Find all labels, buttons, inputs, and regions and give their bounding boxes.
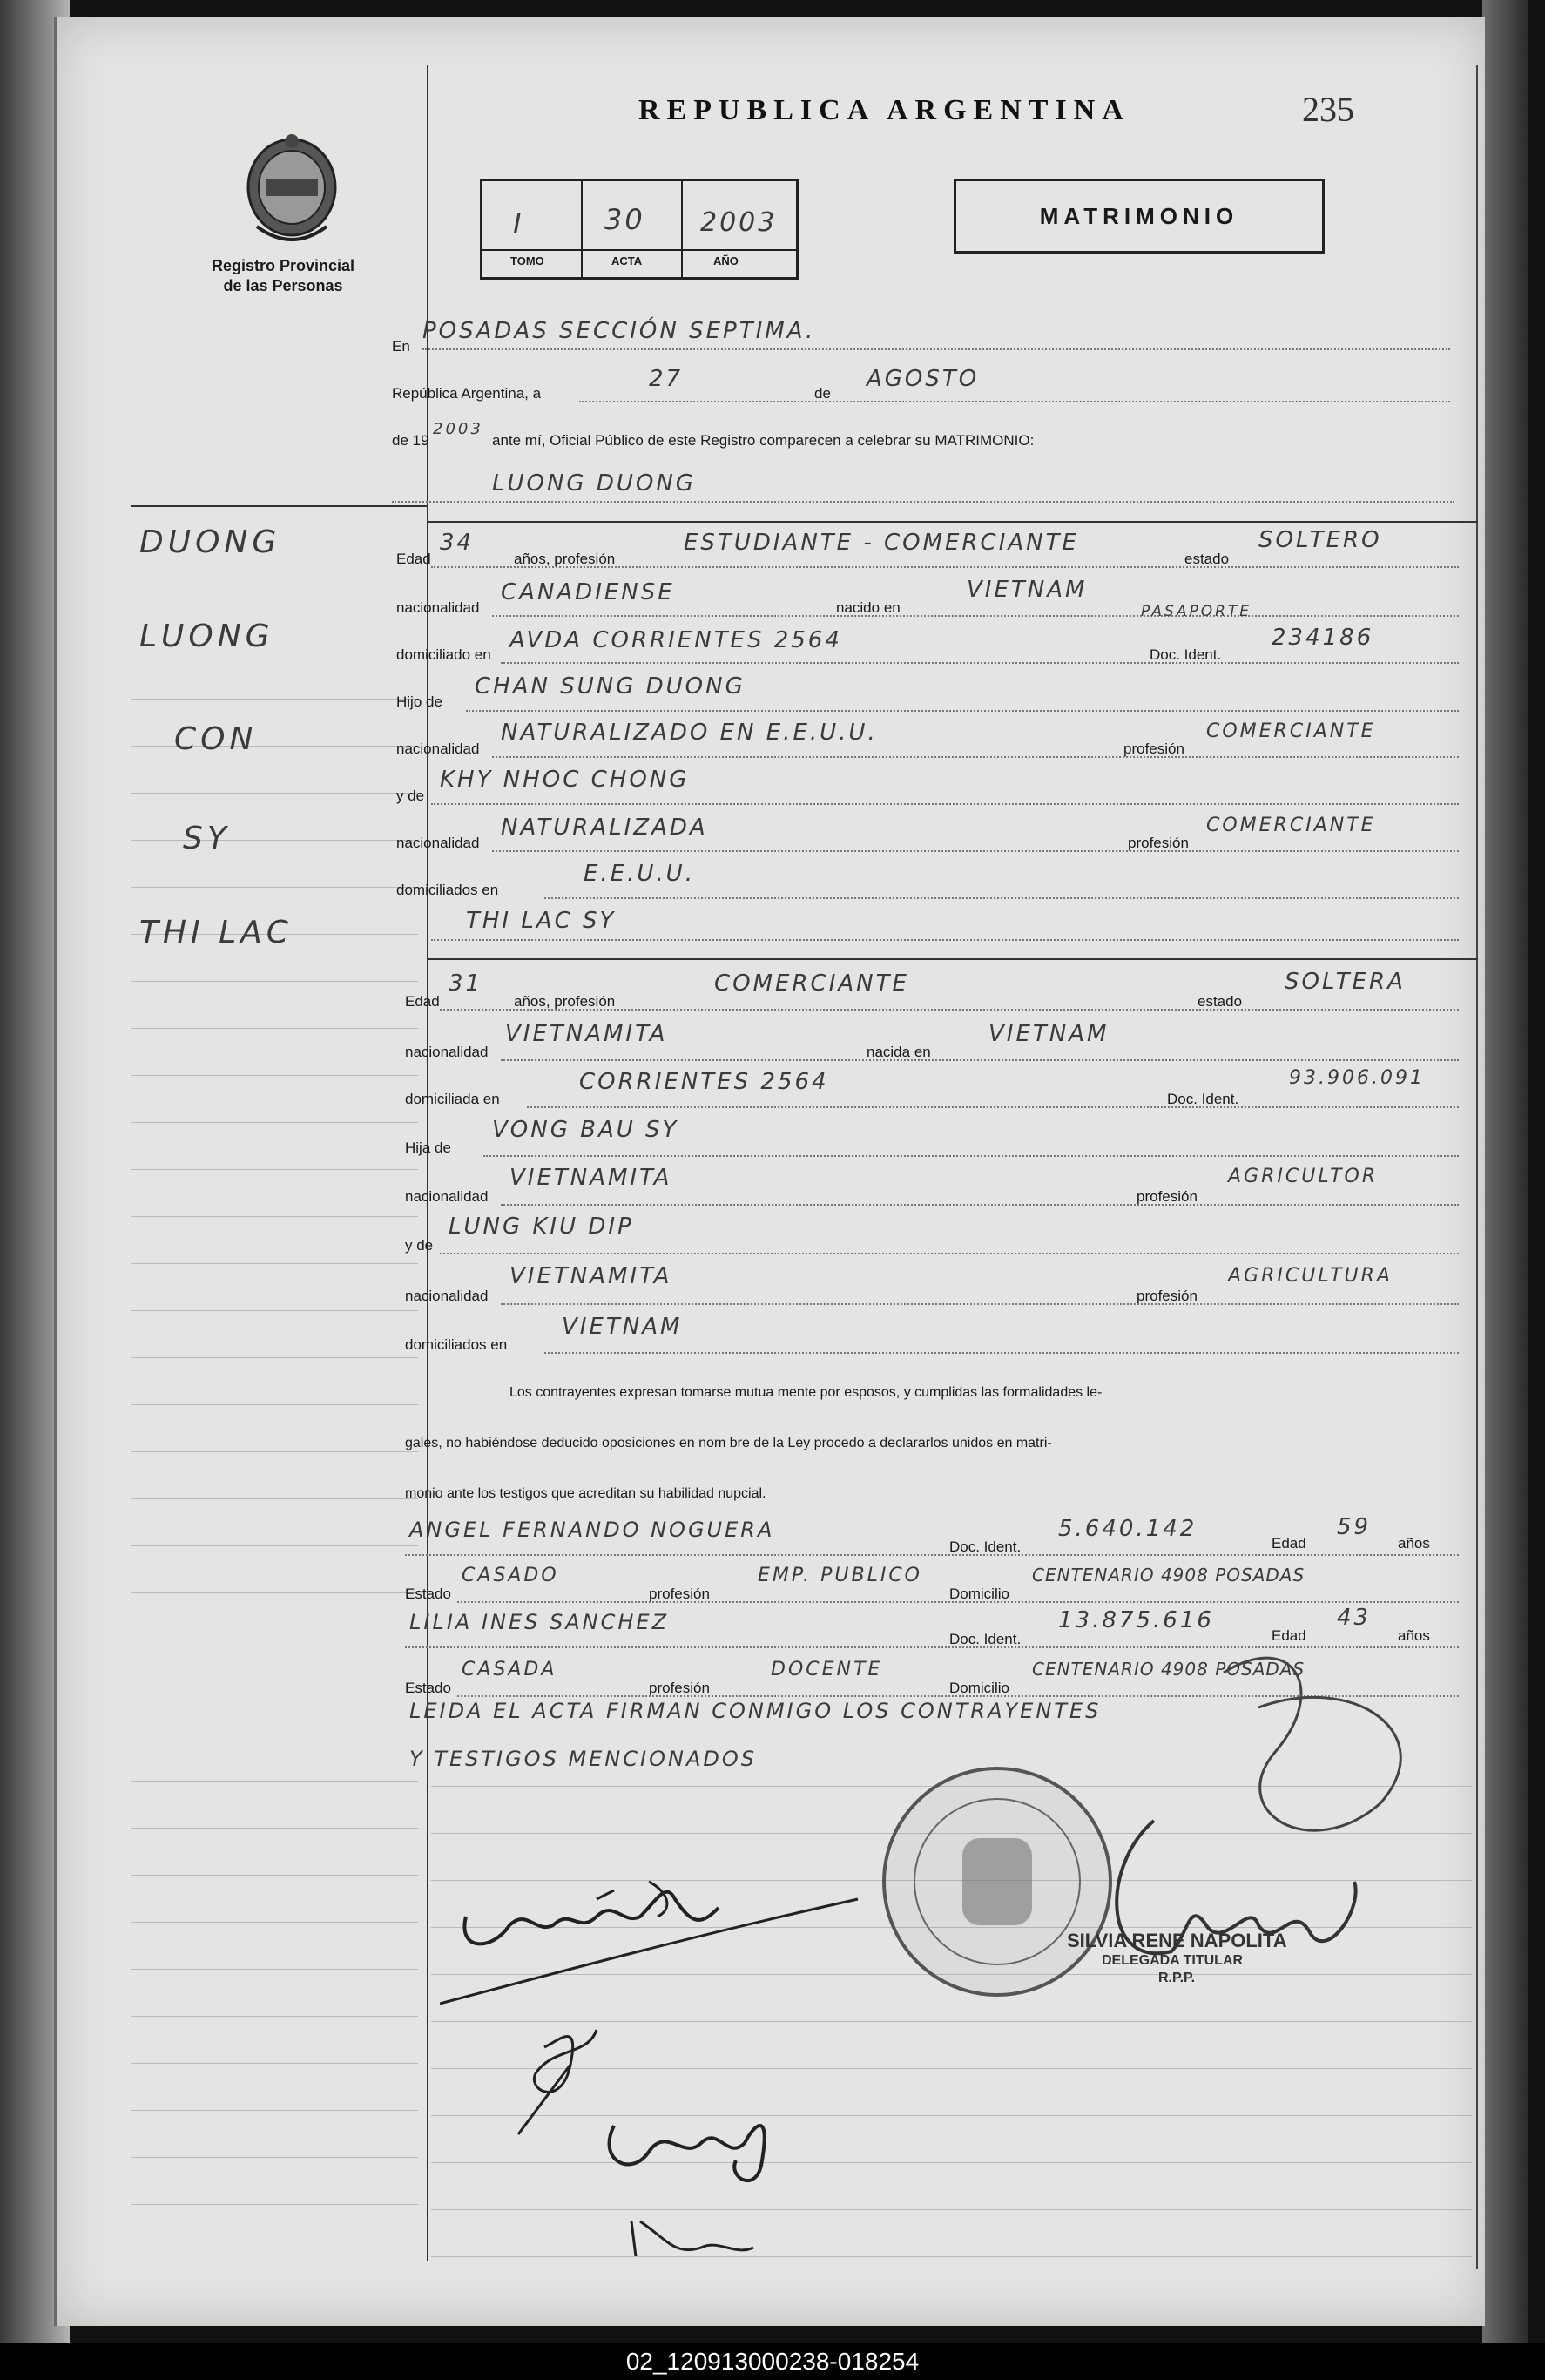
witness2-doc-label: Doc. Ident. bbox=[949, 1631, 1022, 1647]
groom-doc-note: PASAPORTE bbox=[1141, 603, 1252, 620]
bride-hija-label: Hija de bbox=[405, 1139, 451, 1156]
bride-madre-nac: VIETNAMITA bbox=[509, 1263, 672, 1289]
margin-ruled-line bbox=[131, 1404, 418, 1405]
witness2-anos: años bbox=[1398, 1627, 1430, 1644]
box-divider bbox=[482, 249, 796, 251]
witness1-dom-label: Domicilio bbox=[949, 1586, 1009, 1602]
margin-ruled-line bbox=[131, 1969, 418, 1970]
bride-anos-label: años, profesión bbox=[514, 993, 616, 1010]
groom-madre-prof: COMERCIANTE bbox=[1206, 815, 1376, 836]
margin-ruled-line bbox=[131, 2016, 418, 2017]
margin-ruled-line bbox=[131, 1122, 418, 1123]
groom-padre: CHAN SUNG DUONG bbox=[475, 673, 746, 700]
margin-ruled-line bbox=[131, 2063, 418, 2064]
republica-label: República Argentina, a bbox=[392, 385, 542, 402]
tomo-label: TOMO bbox=[510, 254, 544, 267]
witness1-doc-label: Doc. Ident. bbox=[949, 1538, 1022, 1555]
margin-name-5: THI LAC bbox=[139, 915, 293, 950]
witness2-name: LILIA INES SANCHEZ bbox=[409, 1610, 670, 1634]
groom-line-8 bbox=[544, 897, 1459, 899]
stamp-name: SILVIA RENE NAPOLITA bbox=[1067, 1930, 1287, 1951]
groom-line-3 bbox=[501, 662, 1459, 664]
groom-nacido: VIETNAM bbox=[967, 577, 1088, 603]
ante-text: ante mí, Oficial Público de este Registro comparecen a celebrar su MATRIMONIO: bbox=[492, 432, 1035, 449]
place-value: POSADAS SECCIÓN SEPTIMA. bbox=[422, 318, 816, 344]
bride-line-1 bbox=[440, 1009, 1459, 1011]
witness2-dom-label: Domicilio bbox=[949, 1680, 1009, 1696]
margin-ruled-line bbox=[131, 1828, 418, 1829]
groom-madre-nac-label: nacionalidad bbox=[396, 835, 480, 851]
margin-ruled-line bbox=[131, 2157, 418, 2158]
witness2-domicilio: CENTENARIO 4908 POSADAS bbox=[1032, 1659, 1305, 1680]
margin-ruled-line bbox=[131, 699, 418, 700]
margin-name-1: DUONG bbox=[139, 524, 281, 560]
bride-yde-label: y de bbox=[405, 1237, 434, 1254]
bride-line-5 bbox=[501, 1204, 1459, 1206]
margin-ruled-line bbox=[131, 793, 418, 794]
groom-hijo-label: Hijo de bbox=[396, 693, 442, 710]
groom-padre-nac: NATURALIZADO EN E.E.U.U. bbox=[501, 720, 878, 746]
bride-madre-prof-label: profesión bbox=[1137, 1288, 1198, 1304]
witness2-edad: 43 bbox=[1337, 1605, 1372, 1631]
margin-ruled-line bbox=[131, 981, 418, 982]
month-value: AGOSTO bbox=[867, 366, 980, 392]
ano-value: 2003 bbox=[700, 207, 778, 238]
groom-madre-nac: NATURALIZADA bbox=[501, 815, 708, 841]
acta-label: ACTA bbox=[611, 254, 643, 267]
declaration-line1: Los contrayentes expresan tomarse mutua mente por esposos, y cumplidas las formalidades le- bbox=[509, 1385, 1103, 1400]
groom-line-1 bbox=[431, 566, 1459, 568]
bride-madre-nac-label: nacionalidad bbox=[405, 1288, 489, 1304]
groom-edad-label: Edad bbox=[396, 551, 431, 567]
bride-edad-label: Edad bbox=[405, 993, 440, 1010]
witness2-prof-label: profesión bbox=[649, 1680, 710, 1696]
groom-signature bbox=[464, 1892, 719, 1944]
groom-yde-label: y de bbox=[396, 788, 425, 804]
bride-line-4 bbox=[483, 1155, 1459, 1157]
bride-line-2 bbox=[501, 1059, 1459, 1061]
margin-ruled-line bbox=[131, 840, 418, 841]
margin-divider-1 bbox=[131, 505, 428, 507]
margin-ruled-line bbox=[131, 1216, 418, 1217]
witness1-domicilio: CENTENARIO 4908 POSADAS bbox=[1032, 1565, 1305, 1586]
bride-doc: 93.906.091 bbox=[1289, 1067, 1425, 1089]
en-label: En bbox=[392, 338, 410, 355]
bride-line-8 bbox=[544, 1352, 1459, 1354]
witness1-name: ANGEL FERNANDO NOGUERA bbox=[409, 1518, 775, 1542]
coat-of-arms-icon bbox=[240, 131, 344, 253]
stamp-office: R.P.P. bbox=[1158, 1971, 1196, 1985]
bride-madre-prof: AGRICULTURA bbox=[1228, 1265, 1393, 1287]
margin-ruled-line bbox=[131, 1357, 418, 1358]
margin-name-4: SY bbox=[183, 821, 231, 856]
footer-code: 02_120913000238-018254 bbox=[0, 2343, 1545, 2380]
bride-nacida-label: nacida en bbox=[867, 1044, 931, 1060]
margin-ruled-line bbox=[131, 1263, 418, 1264]
bride-dom-label: domiciliada en bbox=[405, 1091, 500, 1107]
bride-domicilio: CORRIENTES 2564 bbox=[579, 1069, 829, 1095]
tomo-value: I bbox=[513, 207, 524, 240]
place-line bbox=[422, 348, 1450, 350]
bride-estado: SOLTERA bbox=[1285, 969, 1406, 995]
margin-name-2: LUONG bbox=[139, 619, 274, 654]
witness2-profesion: DOCENTE bbox=[771, 1659, 883, 1680]
groom-estado: SOLTERO bbox=[1258, 527, 1382, 553]
witness1-doc: 5.640.142 bbox=[1058, 1516, 1198, 1542]
groom-line-4 bbox=[466, 710, 1459, 712]
page-number: 235 bbox=[1302, 90, 1354, 129]
groom-profesion: ESTUDIANTE - COMERCIANTE bbox=[684, 530, 1079, 556]
de-label: de bbox=[814, 385, 831, 402]
register-page bbox=[54, 17, 1485, 2326]
margin-ruled-line bbox=[131, 887, 418, 888]
margin-ruled-line bbox=[131, 1875, 418, 1876]
margin-ruled-line bbox=[131, 1592, 418, 1593]
ano-label: AÑO bbox=[713, 254, 739, 267]
witness1-estado-label: Estado bbox=[405, 1586, 451, 1602]
bride-padre-nac-label: nacionalidad bbox=[405, 1188, 489, 1205]
witness2-doc: 13.875.616 bbox=[1058, 1607, 1214, 1633]
declaration-line3: monio ante los testigos que acreditan su habilidad nupcial. bbox=[405, 1486, 766, 1501]
witness1-line-1 bbox=[405, 1554, 1459, 1556]
bride-name-line bbox=[431, 939, 1459, 941]
bride-padres-dom: VIETNAM bbox=[562, 1314, 683, 1340]
groom-domicilio: AVDA CORRIENTES 2564 bbox=[509, 627, 842, 653]
bride-name: THI LAC SY bbox=[466, 908, 617, 934]
groom-padre-nac-label: nacionalidad bbox=[396, 740, 480, 757]
matrimonio-box bbox=[954, 179, 1325, 254]
witness1-edad-label: Edad bbox=[1272, 1535, 1306, 1552]
groom-name: LUONG DUONG bbox=[492, 470, 696, 497]
margin-ruled-line bbox=[131, 1781, 418, 1782]
groom-doc: 234186 bbox=[1272, 625, 1374, 651]
stamp-title: DELEGADA TITULAR bbox=[1102, 1953, 1244, 1968]
groom-edad: 34 bbox=[440, 530, 475, 556]
bride-doc-label: Doc. Ident. bbox=[1167, 1091, 1239, 1107]
bride-signature bbox=[518, 2030, 597, 2134]
groom-doms-label: domiciliados en bbox=[396, 882, 499, 898]
bride-nacionalidad: VIETNAMITA bbox=[505, 1021, 668, 1047]
bride-padre-prof: AGRICULTOR bbox=[1228, 1166, 1379, 1187]
groom-padre-prof: COMERCIANTE bbox=[1206, 720, 1376, 742]
witness1-signature bbox=[610, 2126, 765, 2181]
bride-nacida: VIETNAM bbox=[988, 1021, 1110, 1047]
witness1-line-2 bbox=[457, 1601, 1459, 1603]
margin-ruled-line bbox=[131, 1451, 418, 1452]
margin-ruled-line bbox=[131, 1922, 418, 1923]
witness1-profesion: EMP. PUBLICO bbox=[758, 1565, 922, 1586]
groom-estado-label: estado bbox=[1184, 551, 1230, 567]
book-edge-right bbox=[1482, 0, 1528, 2352]
bride-madre: LUNG KIU DIP bbox=[449, 1214, 634, 1240]
doc-type: MATRIMONIO bbox=[1039, 202, 1239, 229]
margin-ruled-line bbox=[131, 1028, 418, 1029]
year-value: 2003 bbox=[433, 420, 483, 438]
bride-line-3 bbox=[527, 1106, 1459, 1108]
bride-line-6 bbox=[440, 1253, 1459, 1254]
margin-ruled-line bbox=[131, 1498, 418, 1499]
groom-line-7 bbox=[492, 850, 1459, 852]
country-title: REPUBLICA ARGENTINA bbox=[638, 94, 1130, 126]
registry-line2: de las Personas bbox=[223, 277, 343, 294]
witness2-signature bbox=[631, 2221, 753, 2256]
groom-anos-label: años, profesión bbox=[514, 551, 616, 567]
margin-name-3: CON bbox=[174, 721, 258, 757]
margin-ruled-line bbox=[131, 1310, 418, 1311]
witness1-anos: años bbox=[1398, 1535, 1430, 1552]
section-divider-2 bbox=[428, 958, 1478, 960]
groom-madre: KHY NHOC CHONG bbox=[440, 767, 690, 793]
bride-nac-label: nacionalidad bbox=[405, 1044, 489, 1060]
bride-line-7 bbox=[501, 1303, 1459, 1305]
groom-madre-prof-label: profesión bbox=[1128, 835, 1189, 851]
closing-line1: LEIDA EL ACTA FIRMAN CONMIGO LOS CONTRAYENTES bbox=[409, 1699, 1102, 1723]
closing-line2: Y TESTIGOS MENCIONADOS bbox=[409, 1747, 757, 1771]
date-line bbox=[579, 401, 1450, 402]
groom-name-line bbox=[392, 501, 1454, 503]
groom-doc-label: Doc. Ident. bbox=[1150, 646, 1222, 663]
margin-ruled-line bbox=[131, 2110, 418, 2111]
record-number-box bbox=[480, 179, 799, 280]
bride-profesion: COMERCIANTE bbox=[714, 970, 909, 997]
right-border bbox=[1476, 65, 1478, 2269]
bride-padre-prof-label: profesión bbox=[1137, 1188, 1198, 1205]
groom-nac-label: nacionalidad bbox=[396, 599, 480, 616]
groom-line-5 bbox=[492, 756, 1459, 758]
witness1-edad: 59 bbox=[1337, 1514, 1372, 1540]
signatures-area bbox=[440, 1638, 1441, 2265]
groom-padre-prof-label: profesión bbox=[1123, 740, 1184, 757]
declaration-line2: gales, no habiéndose deducido oposiciones en nom bre de la Ley procedo a declararlos unidos en matri- bbox=[405, 1436, 1052, 1450]
groom-nacionalidad: CANADIENSE bbox=[501, 579, 675, 605]
witness2-estado-label: Estado bbox=[405, 1680, 451, 1696]
margin-ruled-line bbox=[131, 1545, 418, 1546]
groom-nacido-label: nacido en bbox=[836, 599, 901, 616]
bride-doms-label: domiciliados en bbox=[405, 1336, 508, 1353]
bride-estado-label: estado bbox=[1198, 993, 1243, 1010]
registry-line1: Registro Provincial bbox=[211, 257, 355, 274]
witness2-estado: CASADA bbox=[462, 1659, 557, 1680]
witness2-edad-label: Edad bbox=[1272, 1627, 1306, 1644]
bride-padre: VONG BAU SY bbox=[492, 1117, 679, 1143]
de19-label: de 19 bbox=[392, 432, 429, 449]
margin-ruled-line bbox=[131, 1169, 418, 1170]
acta-value: 30 bbox=[604, 203, 645, 236]
section-divider-1 bbox=[428, 521, 1478, 523]
bride-padre-nac: VIETNAMITA bbox=[509, 1165, 672, 1191]
groom-line-6 bbox=[431, 803, 1459, 805]
witness1-prof-label: profesión bbox=[649, 1586, 710, 1602]
margin-ruled-line bbox=[131, 1075, 418, 1076]
margin-ruled-line bbox=[131, 2204, 418, 2205]
bride-edad: 31 bbox=[449, 970, 483, 997]
groom-line-2 bbox=[492, 615, 1459, 617]
groom-padres-dom: E.E.U.U. bbox=[584, 861, 695, 887]
day-value: 27 bbox=[649, 366, 684, 392]
witness1-estado: CASADO bbox=[462, 1565, 559, 1586]
groom-dom-label: domiciliado en bbox=[396, 646, 491, 663]
